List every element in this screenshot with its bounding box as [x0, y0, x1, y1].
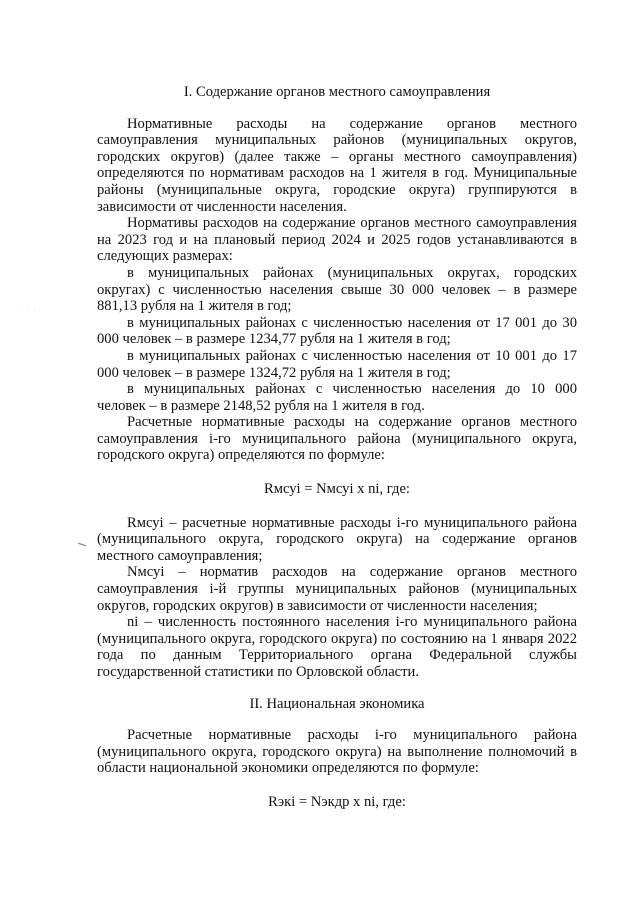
- paragraph-8: Расчетные нормативные расходы i-го муниципального района (муниципального округа, городского округа) на выполнение полномочий в области национальной экономики определяются по формуле:: [97, 727, 577, 777]
- paragraph-4: в муниципальных районах с численностью населения от 17 001 до 30 000 человек – в размере 1234,77 рубля на 1 жителя в год;: [97, 314, 577, 348]
- scan-speck: [78, 543, 86, 546]
- document-content: [97, 84, 577, 811]
- paragraph-7: Расчетные нормативные расходы на содержание органов местного самоуправления i-го муниципального района (муниципального округа, городского округа) определяются по формуле:: [97, 414, 577, 464]
- formula-1: Rмсуi = Nмсуi x ni, где:: [263, 481, 410, 498]
- section-2-title: II. Национальная экономика: [249, 695, 425, 712]
- paragraph-6: в муниципальных районах с численностью населения до 10 000 человек – в размере 2148,52 рубля на 1 жителя в год.: [97, 381, 577, 414]
- paragraph-3: в муниципальных районах (муниципальных округах, городских округах) с численностью населения свыше 30 000 человек – в размере 881,13 рубля на 1 жителя в год;: [97, 264, 577, 315]
- definition-1: Rмсуi – расчетные нормативные расходы i-го муниципального района (муниципального округа, городского округа) на содержание органов местного самоуправления;: [97, 514, 577, 564]
- definition-3: ni – численность постоянного населения i-го муниципального района (муниципального округа, городского округа) по состоянию на 1 января 2022 года по данным Территориального органа Федеральной службы государственной статистики по Орловской области.: [97, 614, 577, 680]
- formula-2: Rэкi = Nэкдр x ni, где:: [268, 793, 406, 810]
- scan-smudge: · · · · ·: [22, 308, 47, 314]
- paragraph-1: Нормативные расходы на содержание органов местного самоуправления муниципальных районов (муниципальных округов, городских округов) (далее также – органы местного самоуправления) определяются по нормативам расходов на 1 жителя в год. Муниципальные районы (муниципальные округа, городские округа) группируются в зависимости от численности населения.: [97, 115, 577, 215]
- paragraph-2: Нормативы расходов на содержание органов местного самоуправления на 2023 год и на плановый период 2024 и 2025 годов устанавливаются в следующих размерах:: [97, 215, 577, 265]
- definition-2: Nмсуi – норматив расходов на содержание органов местного самоуправления i-й группы муниципальных районов (муниципальных округов, городских округов) в зависимости от численности населения;: [97, 564, 577, 614]
- paragraph-5: в муниципальных районах с численностью населения от 10 001 до 17 000 человек – в размере 1324,72 рубля на 1 жителя в год;: [97, 347, 577, 381]
- section-1-title: I. Содержание органов местного самоуправления: [183, 84, 491, 100]
